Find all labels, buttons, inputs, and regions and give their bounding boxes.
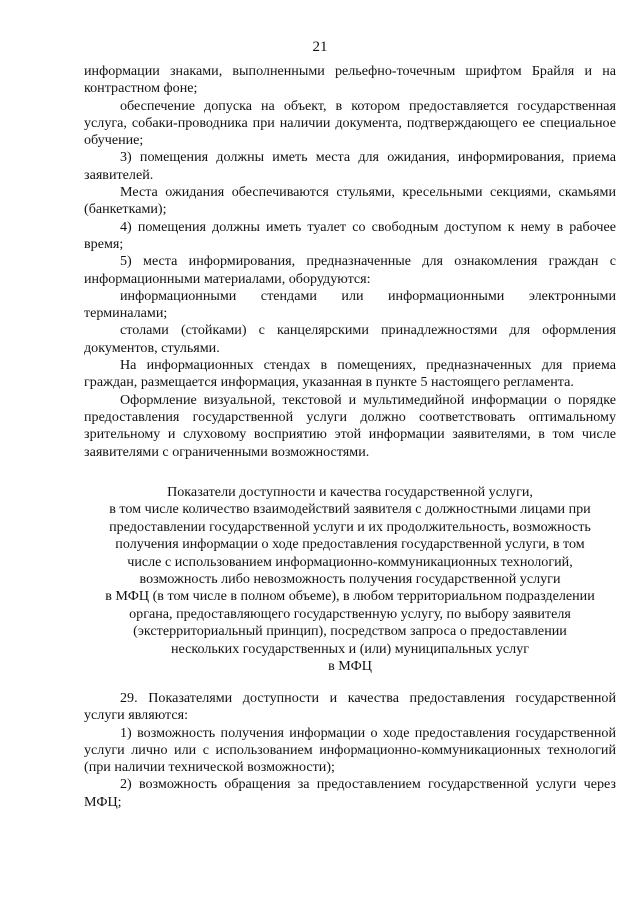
heading-line: Показатели доступности и качества государственной услуги, [167,484,533,500]
paragraph: На информационных стендах в помещениях, предназначенных для приема граждан, размещается информация, указанная в пункте 5 настоящего регламента. [84,357,616,391]
body-text-upper [84,63,616,461]
heading-line: числе с использованием информационно-коммуникационных технологий, [127,553,573,570]
paragraph: информации знаками, выполненными рельефно-точечным шрифтом Брайля и на контрастном фоне; [84,63,616,97]
heading-line: органа, предоставляющего государственную услугу, по выбору заявителя [129,605,571,622]
paragraph: Места ожидания обеспечиваются стульями, кресельными секциями, скамьями (банкетками); [84,184,616,218]
paragraph: 4) помещения должны иметь туалет со свободным доступом к нему в рабочее время; [84,218,616,252]
heading-line: (экстерриториальный принцип), посредством запроса о предоставлении [133,623,567,640]
heading-line: в МФЦ (в том числе в полном объеме), в любом территориальном подразделении [105,588,595,605]
paragraph: 3) помещения должны иметь места для ожидания, информирования, приема заявителей. [84,149,616,183]
heading-line: нескольких государственных и (или) муниципальных услуг [170,640,530,657]
heading-line: предоставлении государственной услуги и их продолжительность, возможность [109,518,591,535]
section-heading [84,484,616,675]
heading-line: в МФЦ [328,658,372,675]
heading-line: получения информации о ходе предоставления государственной услуги, в том [115,536,585,553]
body-text-lower [84,690,616,811]
page-number: 21 [312,39,328,55]
paragraph: обеспечение допуска на объект, в котором предоставляется государственная услуга, собаки-проводника при наличии документа, подтверждающего ее специальное обучение; [84,97,616,149]
paragraph: 1) возможность получения информации о ходе предоставления государственной услуги лично или с использованием информационно-коммуникационных технологий (при наличии технической возможности); [84,724,616,776]
paragraph: 2) возможность обращения за предоставлением государственной услуги через МФЦ; [84,776,616,810]
heading-line: возможность либо невозможность получения государственной услуги [139,571,561,588]
paragraph: 29. Показателями доступности и качества предоставления государственной услуги являются: [84,690,616,724]
paragraph: информационными стендами или информационными электронными терминалами; [84,287,616,322]
heading-line: в том числе количество взаимодействий заявителя с должностными лицами при [109,501,591,518]
paragraph: столами (стойками) с канцелярскими принадлежностями для оформления документов, стульями. [84,322,616,356]
paragraph: Оформление визуальной, текстовой и мультимедийной информации о порядке предоставления государственной услуги должно соответствовать оптимальному зрительному и слуховому восприятию этой информации заявителями, в том числе заявителями с ограниченными возможностями. [84,391,616,460]
paragraph: 5) места информирования, предназначенные для ознакомления граждан с информационными материалами, оборудуются: [84,253,616,287]
